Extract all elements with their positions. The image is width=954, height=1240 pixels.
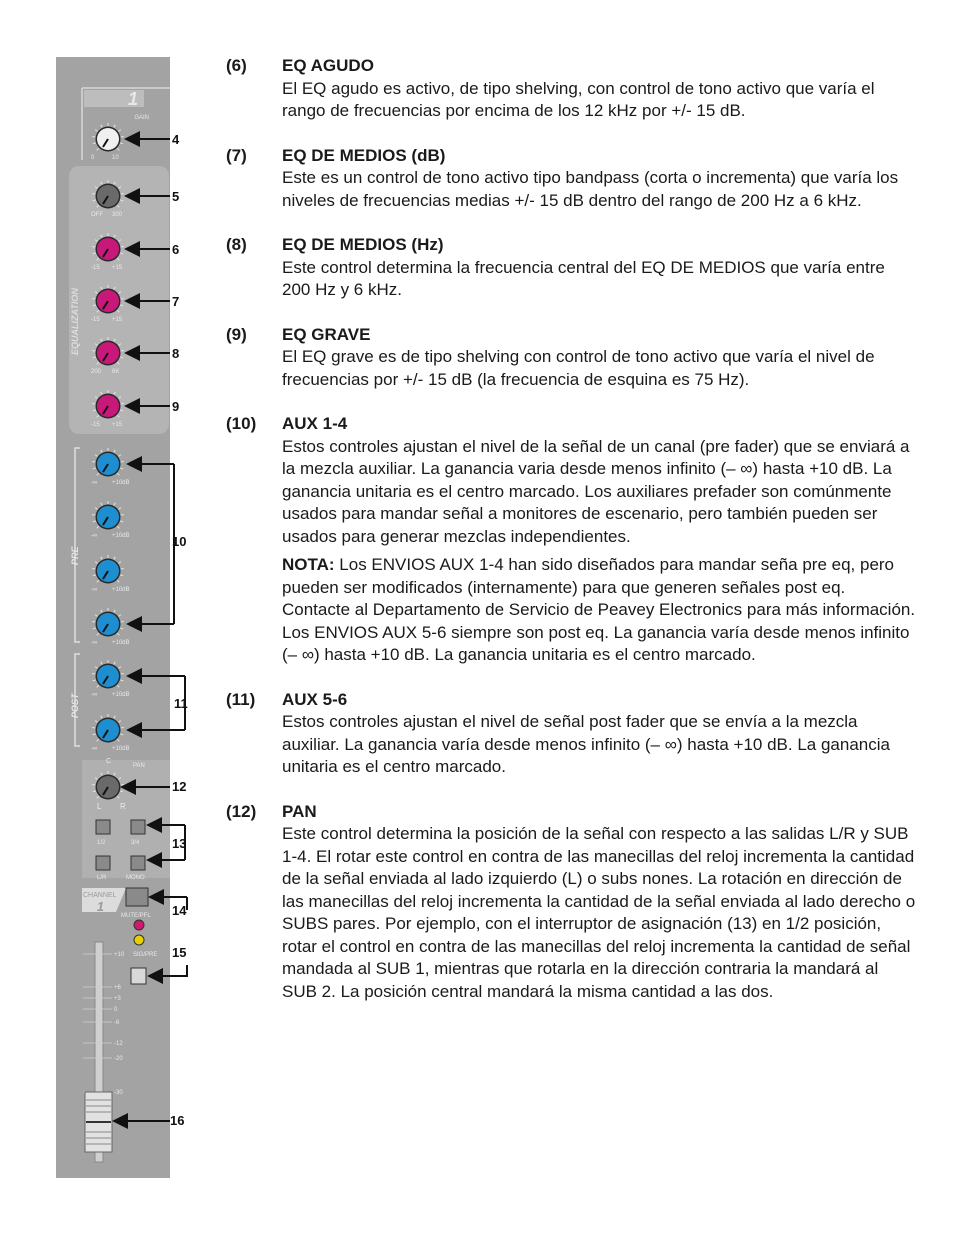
knob-scale-label: -15 xyxy=(91,317,100,323)
callout-number: 4 xyxy=(172,132,180,147)
knob-scale-label: -∞ xyxy=(91,692,97,698)
assign-34-button[interactable] xyxy=(131,820,145,834)
eq-label: EQUALIZATION xyxy=(70,288,80,355)
mute-led xyxy=(134,920,144,930)
section-title: EQ DE MEDIOS (Hz) xyxy=(282,234,916,257)
section-number: (8) xyxy=(226,234,247,257)
note-label: NOTA: xyxy=(282,555,335,574)
channel-label: CHANNEL xyxy=(83,892,117,899)
section-item xyxy=(226,55,916,123)
callout-number: 9 xyxy=(172,399,179,414)
pan-right-label: R xyxy=(120,802,126,811)
section-number: (6) xyxy=(226,55,247,78)
fader-mark-label: +10 xyxy=(114,952,125,958)
section-title: AUX 5-6 xyxy=(282,689,916,712)
section-item xyxy=(226,234,916,302)
knob-scale-label: +10dB xyxy=(112,692,130,698)
pan-center-label: C xyxy=(106,758,111,765)
assign-mono-label: MONO xyxy=(126,875,145,881)
fader-mark-label: -6 xyxy=(114,1020,120,1026)
sig-led xyxy=(134,935,144,945)
callout-number: 7 xyxy=(172,294,179,309)
assign-lr-label: L/R xyxy=(97,875,107,881)
callout-number: 13 xyxy=(172,836,186,851)
knob-scale-label: 200 xyxy=(91,369,102,375)
callout-number: 11 xyxy=(174,696,188,711)
knob-scale-label: -∞ xyxy=(91,746,97,752)
fader-mark-label: -12 xyxy=(114,1041,123,1047)
pfl-button[interactable] xyxy=(131,968,146,984)
assign-mono-button[interactable] xyxy=(131,856,145,870)
section-paragraph: Este control determina la posición de la señal con respecto a las salidas L/R y SUB 1-4. El rotar este control en contra de las manecillas del reloj incrementa la cantidad de la señal enviada al lado izquierdo (L) o subs nones. La rotación en dirección de las manecillas del reloj incrementa la cantidad de la señal enviada al lado derecho o SUBS pares. Por ejemplo, con el interruptor de asignación (13) en 1/2 posición, rotar el control en contra de las manecillas del reloj incrementa la cantidad de señal mandada al SUB 1, mientras que rotarla en la dirección contraria la mandará al SUB 2. La posición central mandará la misma cantidad a las dos. xyxy=(282,823,916,1003)
knob-scale-label: OFF xyxy=(91,212,103,218)
knob-scale-label: +10dB xyxy=(112,533,130,539)
section-item xyxy=(226,413,916,667)
section-number: (10) xyxy=(226,413,256,436)
section-item xyxy=(226,801,916,1004)
section-item xyxy=(226,145,916,213)
section-title: AUX 1-4 xyxy=(282,413,916,436)
knob-scale-label: -∞ xyxy=(91,587,97,593)
callout-number: 14 xyxy=(172,903,187,918)
knob-scale-label: -∞ xyxy=(91,640,97,646)
knob-scale-label: 10 xyxy=(112,155,119,161)
knob-scale-label: +10dB xyxy=(112,640,130,646)
knob-scale-label: -∞ xyxy=(91,480,97,486)
callout-number: 12 xyxy=(172,779,186,794)
section-paragraph: Este control determina la frecuencia central del EQ DE MEDIOS que varía entre 200 Hz y 6 kHz. xyxy=(282,257,916,302)
mute-button[interactable] xyxy=(126,888,148,906)
knob-scale-label: +15 xyxy=(112,422,123,428)
channel-number: 1 xyxy=(128,89,138,109)
fader-mark-label: +6 xyxy=(114,985,122,991)
fader-cap[interactable] xyxy=(85,1092,112,1152)
mixer-channel-strip-figure xyxy=(0,0,230,1235)
sig-label: SIG/PRE xyxy=(133,952,157,958)
knob-scale-label: 300 xyxy=(112,212,123,218)
callout-number: 5 xyxy=(172,189,179,204)
section-paragraph: El EQ agudo es activo, de tipo shelving, con control de tono activo que varía el rango de frecuencias por encima de los 12 kHz por +/- 15 dB. xyxy=(282,78,916,123)
document-body xyxy=(226,55,916,1025)
section-paragraph: Estos controles ajustan el nivel de señal post fader que se envía a la mezcla auxiliar. La ganancia varía desde menos infinito (– ∞) hasta +10 dB. La ganancia unitaria es el centro marcado. xyxy=(282,711,916,779)
channel-tab-number: 1 xyxy=(97,899,104,914)
callout-number: 8 xyxy=(172,346,179,361)
section-paragraph: El EQ grave es de tipo shelving con control de tono activo que varía el nivel de frecuencias por +/- 15 dB (la frecuencia de esquina es 75 Hz). xyxy=(282,346,916,391)
section-item xyxy=(226,324,916,392)
assign-34-label: 3/4 xyxy=(131,840,140,846)
section-title: EQ GRAVE xyxy=(282,324,916,347)
channel-strip-illustration xyxy=(0,0,230,1235)
knob-scale-label: +10dB xyxy=(112,746,130,752)
callout-number: 6 xyxy=(172,242,179,257)
knob-scale-label: -15 xyxy=(91,422,100,428)
callout-number: 16 xyxy=(170,1113,184,1128)
knob-scale-label: -∞ xyxy=(91,533,97,539)
knob-scale-label: -15 xyxy=(91,265,100,271)
fader-mark-label: 0 xyxy=(114,1007,118,1013)
fader-mark-label: +3 xyxy=(114,996,122,1002)
note-paragraph xyxy=(282,554,916,667)
note-text: Los ENVIOS AUX 1-4 han sido diseñados para mandar seña pre eq, pero pueden ser modificados (internamente) para que generen señales post eq. Contacte al Departamento de Servicio de Peavey Electronics para más información. Los ENVIOS AUX 5-6 siempre son post eq. La ganancia varía desde menos infinito (– ∞) hasta +10 dB. La ganancia unitaria es el centro marcado. xyxy=(282,555,915,664)
section-number: (9) xyxy=(226,324,247,347)
knob-scale-label: 6K xyxy=(112,369,119,375)
assign-12-button[interactable] xyxy=(96,820,110,834)
knob-scale-label: +10dB xyxy=(112,480,130,486)
section-title: EQ DE MEDIOS (dB) xyxy=(282,145,916,168)
mute-label: MUTE/PFL xyxy=(121,913,151,919)
section-number: (12) xyxy=(226,801,256,824)
knob-scale-label: +15 xyxy=(112,317,123,323)
section-item xyxy=(226,689,916,779)
fader-mark-label: -20 xyxy=(114,1056,123,1062)
assign-12-label: 1/2 xyxy=(97,840,106,846)
callout-number: 10 xyxy=(172,534,186,549)
fader-mark-label: -30 xyxy=(114,1090,123,1096)
pan-label: PAN xyxy=(133,763,145,769)
assign-lr-button[interactable] xyxy=(96,856,110,870)
knob-scale-label: +10dB xyxy=(112,587,130,593)
section-number: (7) xyxy=(226,145,247,168)
section-paragraph: Estos controles ajustan el nivel de la señal de un canal (pre fader) que se enviará a la mezcla auxiliar. La ganancia varia desde menos infinito (– ∞) hasta +10 dB. La ganancia unitaria es el centro marcado. Los auxiliares prefader son comúnmente usados para mandar señal a monitores de escenario, pero también pueden ser usados para generar mezclas independientes. xyxy=(282,436,916,549)
knob-scale-label: 0 xyxy=(91,155,95,161)
section-title: EQ AGUDO xyxy=(282,55,916,78)
section-number: (11) xyxy=(226,689,255,712)
post-label: POST xyxy=(70,692,80,718)
knob-scale-label: +15 xyxy=(112,265,123,271)
section-title: PAN xyxy=(282,801,916,824)
pan-left-label: L xyxy=(97,802,102,811)
callout-number: 15 xyxy=(172,945,186,960)
pre-label: PRE xyxy=(70,545,80,565)
section-paragraph: Este es un control de tono activo tipo bandpass (corta o incrementa) que varía los niveles de frecuencias medias +/- 15 dB dentro del rango de 200 Hz a 6 kHz. xyxy=(282,167,916,212)
gain-label: GAIN xyxy=(134,115,149,121)
